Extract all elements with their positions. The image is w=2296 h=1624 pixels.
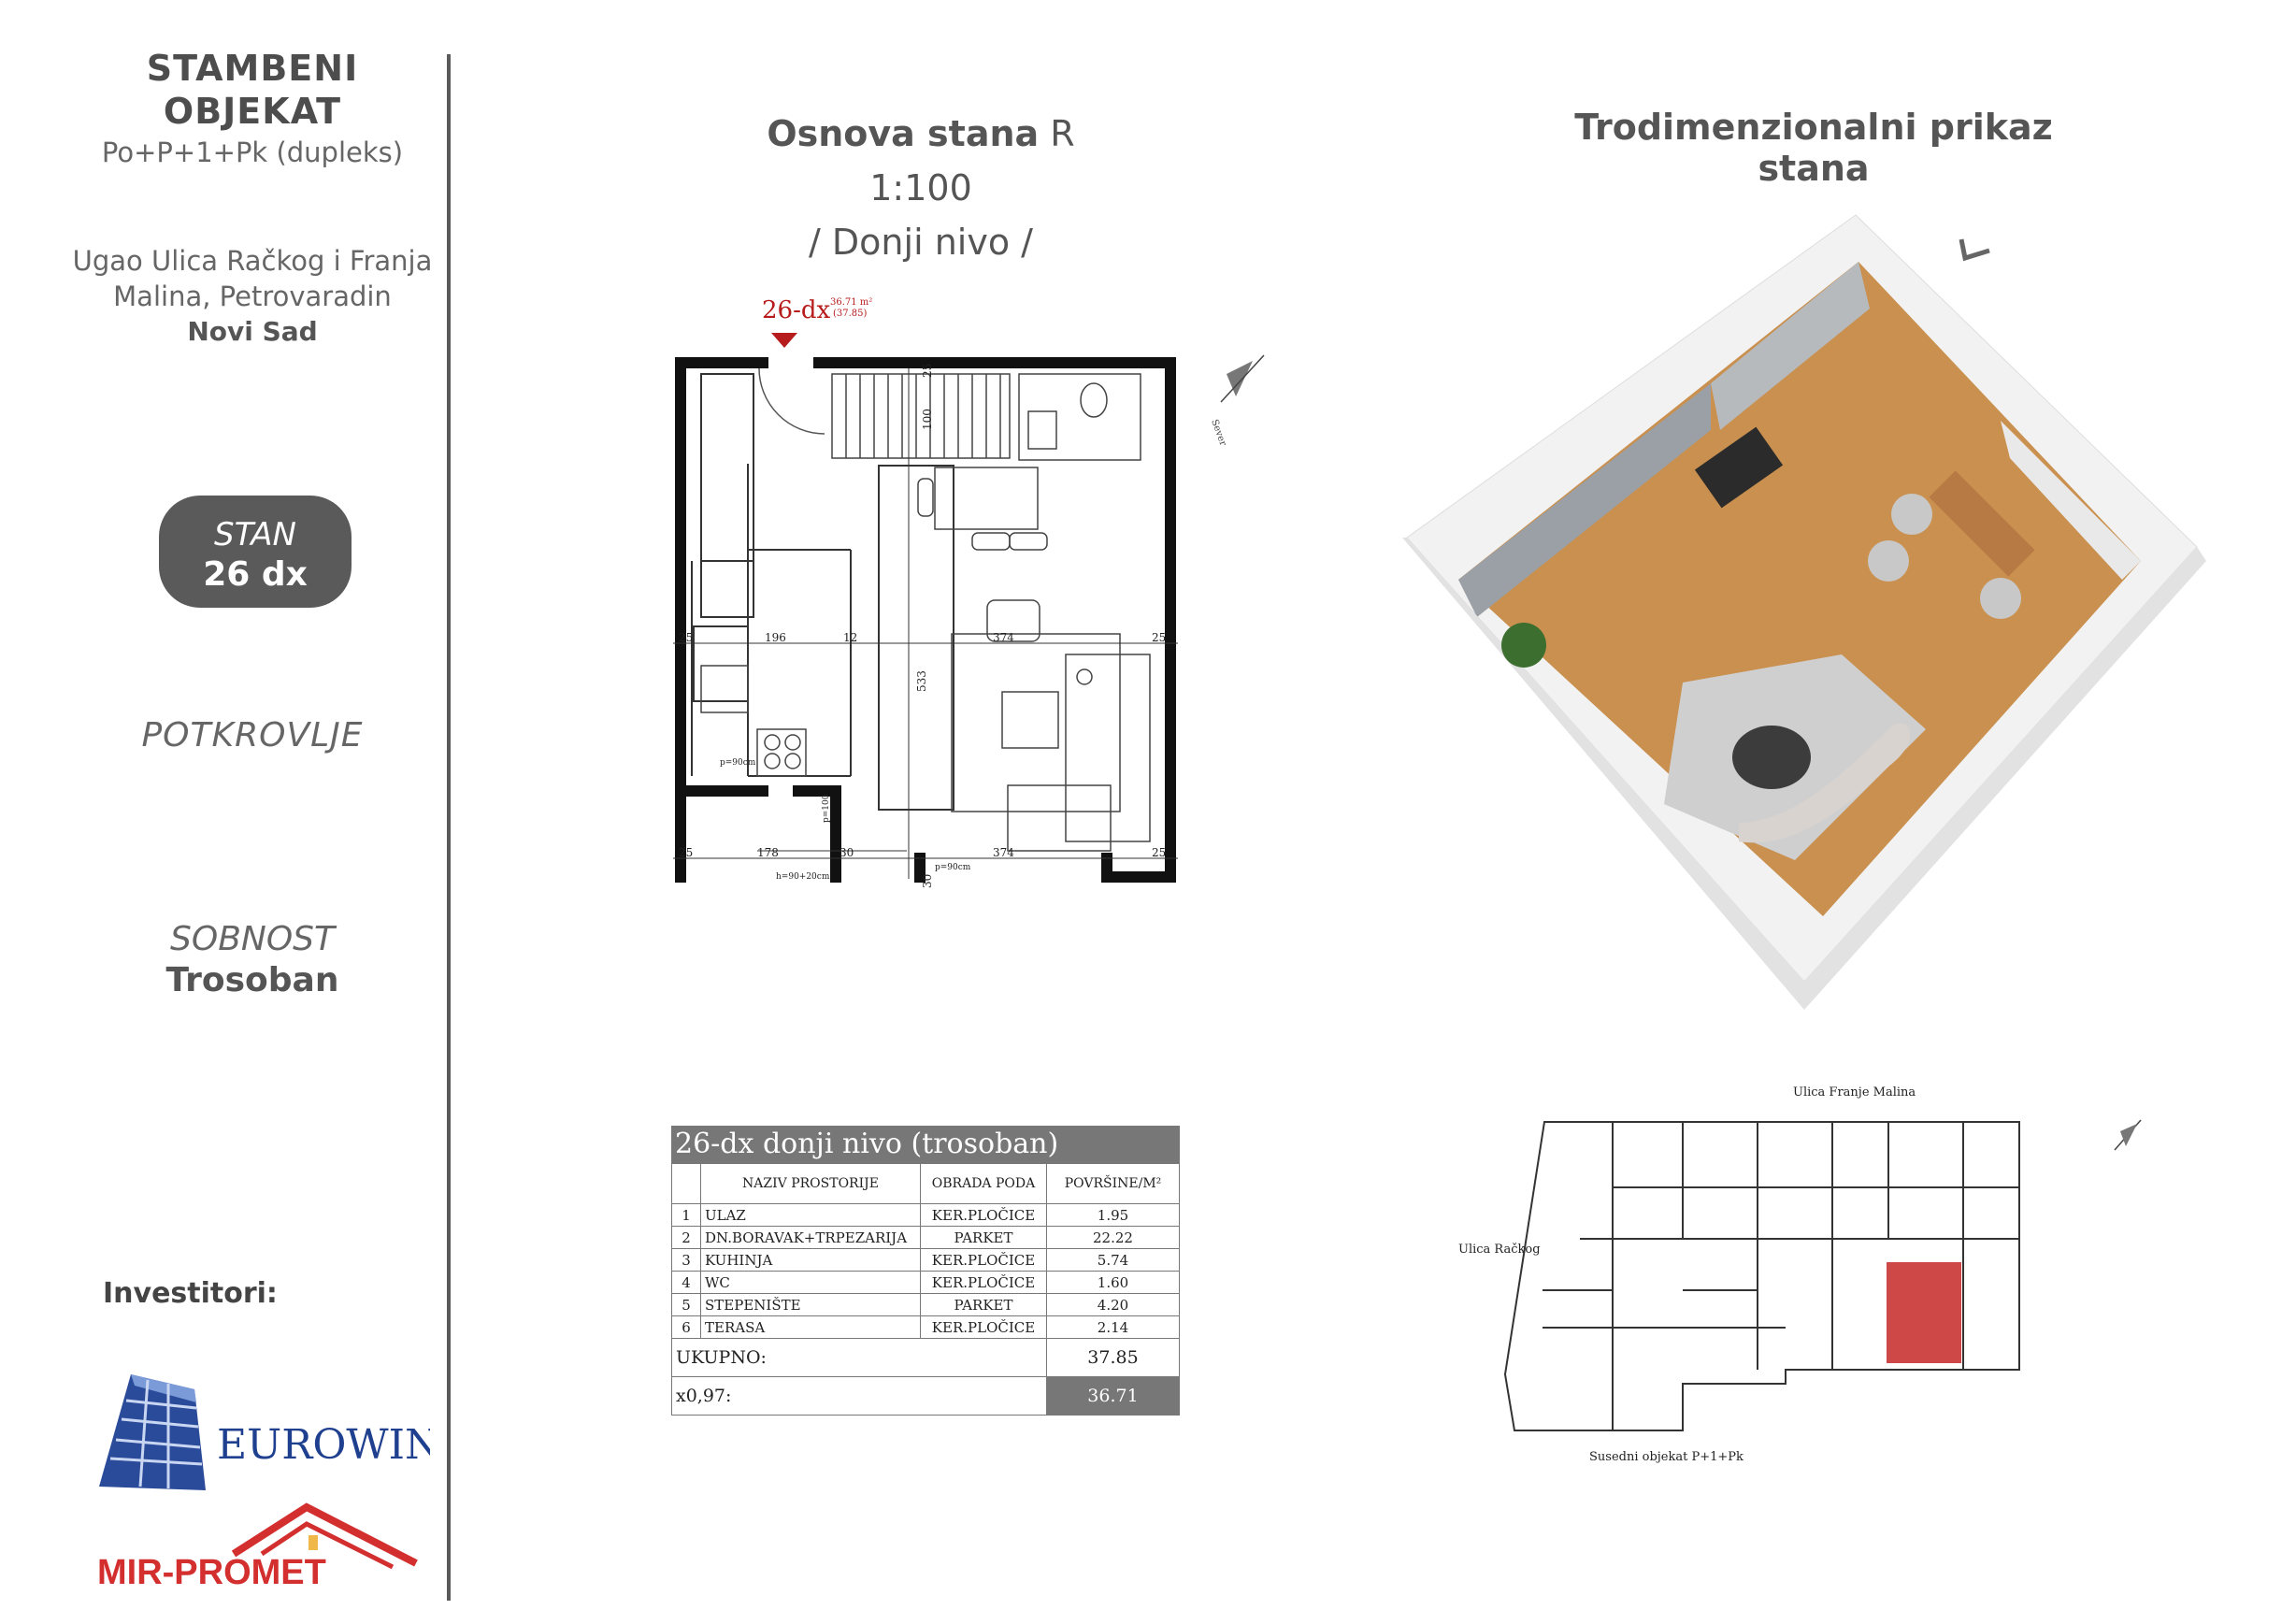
floor-plan-drawing: [654, 280, 1290, 991]
site-north-arrow-icon: [2115, 1120, 2141, 1150]
dining-table: [918, 467, 1047, 550]
plan-subtitle: / Donji nivo /: [809, 222, 1033, 263]
north-arrow-icon: [1209, 355, 1264, 448]
building-title: [65, 47, 439, 133]
eurowin-logo: [93, 1365, 430, 1496]
unit-area: 36.71 m²: [830, 297, 873, 308]
svg-text:p=100: p=100: [822, 794, 831, 823]
mirpromet-logo: [93, 1496, 430, 1589]
wc-room: [1019, 374, 1141, 460]
render-heading: Trodimenzionalni prikaz stana: [1574, 107, 2053, 189]
svg-text:374: 374: [993, 631, 1014, 644]
svg-text:12: 12: [843, 631, 858, 644]
mirpromet-wordmark: MIR-PROMET: [97, 1553, 326, 1589]
entrance-marker-icon: [771, 333, 797, 348]
unit-area-gross: (37.85): [833, 309, 868, 319]
total-label: UKUPNO:: [672, 1339, 1047, 1377]
unit-tag: 26-dx: [762, 296, 831, 324]
plan-heading: [710, 107, 1131, 269]
city: Novi Sad: [187, 316, 318, 347]
unit-badge-number: 26 dx: [203, 555, 308, 594]
site-plan: [1440, 1075, 2169, 1477]
svg-text:374: 374: [993, 846, 1014, 859]
eurowin-wordmark: EUROWIN: [217, 1421, 430, 1469]
svg-text:178: 178: [757, 846, 779, 859]
eurowin-building-icon: [93, 1365, 430, 1496]
svg-text:25: 25: [679, 631, 694, 644]
address-line1: Ugao Ulica Račkog i Franja: [72, 245, 433, 277]
entrance-door-swing: [759, 368, 825, 434]
site-plan-drawing: [1440, 1075, 2169, 1477]
area-table: [671, 1126, 1180, 1416]
svg-text:Sever: Sever: [1209, 418, 1228, 448]
compass-marker-icon: [1958, 236, 1995, 267]
svg-text:p=90cm: p=90cm: [935, 863, 971, 872]
plan-title: Osnova stana: [767, 113, 1040, 154]
svg-text:25: 25: [921, 363, 934, 378]
svg-text:196: 196: [765, 631, 786, 644]
svg-text:30: 30: [839, 846, 854, 859]
investors-label: Investitori:: [103, 1277, 278, 1310]
plan-scale: R 1:100: [869, 113, 1075, 208]
svg-text:533: 533: [915, 670, 928, 692]
interior-walls: [692, 374, 954, 810]
room-count-label: SOBNOST: [170, 920, 335, 958]
walls: [675, 357, 1176, 883]
address-line2: Malina, Petrovaradin: [113, 280, 392, 312]
area-table-grid: [671, 1163, 1180, 1416]
area-table-title: 26-dx donji nivo (trosoban): [671, 1126, 1180, 1163]
svg-text:25: 25: [679, 846, 694, 859]
table-row: 3 KUHINJA KER.PLOČICE 5.74: [672, 1249, 1180, 1272]
table-factor-row: [672, 1377, 1180, 1416]
building-title-line2: OBJEKAT: [163, 91, 342, 132]
table-row: 6 TERASA KER.PLOČICE 2.14: [672, 1316, 1180, 1339]
total-value: 37.85: [1047, 1339, 1180, 1377]
unit-badge-label: STAN: [214, 516, 296, 553]
table-row: 4 WC KER.PLOČICE 1.60: [672, 1272, 1180, 1294]
street-top-label: Ulica Franje Malina: [1793, 1085, 1916, 1099]
svg-text:25: 25: [1152, 631, 1167, 644]
floor-plan: [654, 280, 1290, 991]
room-count-value: Trosoban: [165, 961, 339, 999]
table-row: 2 DN.BORAVAK+TRPEZARIJA PARKET 22.22: [672, 1227, 1180, 1249]
street-left-label: Ulica Račkog: [1458, 1243, 1541, 1257]
table-row: 1 ULAZ KER.PLOČICE 1.95: [672, 1204, 1180, 1227]
render-3d-image: [1402, 206, 2206, 1010]
svg-text:25: 25: [1152, 846, 1167, 859]
svg-text:p=90cm: p=90cm: [720, 758, 756, 768]
factor-value: 36.71: [1047, 1377, 1180, 1416]
table-row: 5 STEPENIŠTE PARKET 4.20: [672, 1294, 1180, 1316]
svg-text:100: 100: [921, 409, 934, 430]
living-room-furniture: [952, 600, 1150, 851]
floor-level: POTKROVLJE: [141, 716, 364, 755]
svg-text:30: 30: [921, 873, 934, 888]
sidebar-divider: [447, 54, 451, 1601]
table-total-row: [672, 1339, 1180, 1377]
address: [65, 243, 439, 314]
unit-badge: [159, 496, 352, 608]
building-floors: Po+P+1+Pk (dupleks): [101, 137, 404, 168]
factor-label: x0,97:: [672, 1377, 1047, 1416]
building-title-line1: STAMBENI: [146, 48, 359, 89]
neighbor-label: Susedni objekat P+1+Pk: [1589, 1450, 1744, 1464]
unit-highlight: [1887, 1262, 1961, 1363]
table-header-row: NAZIV PROSTORIJE OBRADA PODA POVRŠINE/M²: [672, 1164, 1180, 1204]
mirpromet-roof-icon: [93, 1496, 430, 1589]
render-3d: [1402, 206, 2206, 1010]
svg-text:h=90+20cm: h=90+20cm: [776, 872, 830, 882]
